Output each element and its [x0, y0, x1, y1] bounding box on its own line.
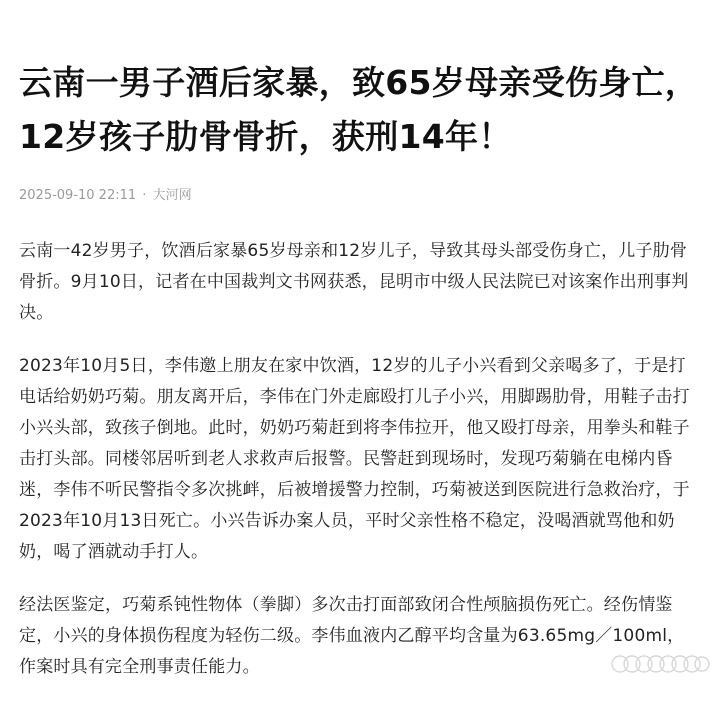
article: [19, 56, 699, 705]
meta-separator: ·: [142, 188, 147, 203]
article-body: [19, 236, 699, 683]
overlapping-circles-watermark-icon: [610, 654, 710, 674]
article-paragraph: 2023年10月5日，李伟邀上朋友在家中饮酒，12岁的儿子小兴看到父亲喝多了，于是打电话给奶奶巧菊。朋友离开后，李伟在门外走廊殴打儿子小兴，用脚踢肋骨，用鞋子击打小兴头部，致孩子倒地。此时，奶奶巧菊赶到将李伟拉开，他又殴打母亲，用拳头和鞋子击打头部。同楼邻居听到老人求救声后报警。民警赶到现场时，发现巧菊躺在电梯内昏迷，李伟不听民警指令多次挑衅，后被增援警力控制，巧菊被送到医院进行急救治疗，于2023年10月13日死亡。小兴告诉办案人员，平时父亲性格不稳定，没喝酒就骂他和奶奶，喝了酒就动手打人。: [19, 356, 690, 562]
watermark-circles-icon: [610, 654, 710, 674]
publish-date: 2025-09-10 22:11: [19, 188, 137, 203]
article-paragraph: 云南一42岁男子，饮酒后家暴65岁母亲和12岁儿子，导致其母头部受伤身亡，儿子肋骨骨折。9月10日，记者在中国裁判文书网获悉，昆明市中级人民法院已对该案作出刑事判决。: [19, 241, 689, 323]
article-title: 云南一男子酒后家暴，致65岁母亲受伤身亡，12岁孩子肋骨骨折，获刑14年！: [19, 63, 699, 156]
article-meta: [19, 186, 699, 206]
source-name: 大河网: [152, 188, 192, 203]
article-paragraph: 经法医鉴定，巧菊系钝性物体（拳脚）多次击打面部致闭合性颅脑损伤死亡。经伤情鉴定，小兴的身体损伤程度为轻伤二级。李伟血液内乙醇平均含量为63.65mg／100ml，作案时具有完全刑事责任能力。: [19, 595, 685, 677]
